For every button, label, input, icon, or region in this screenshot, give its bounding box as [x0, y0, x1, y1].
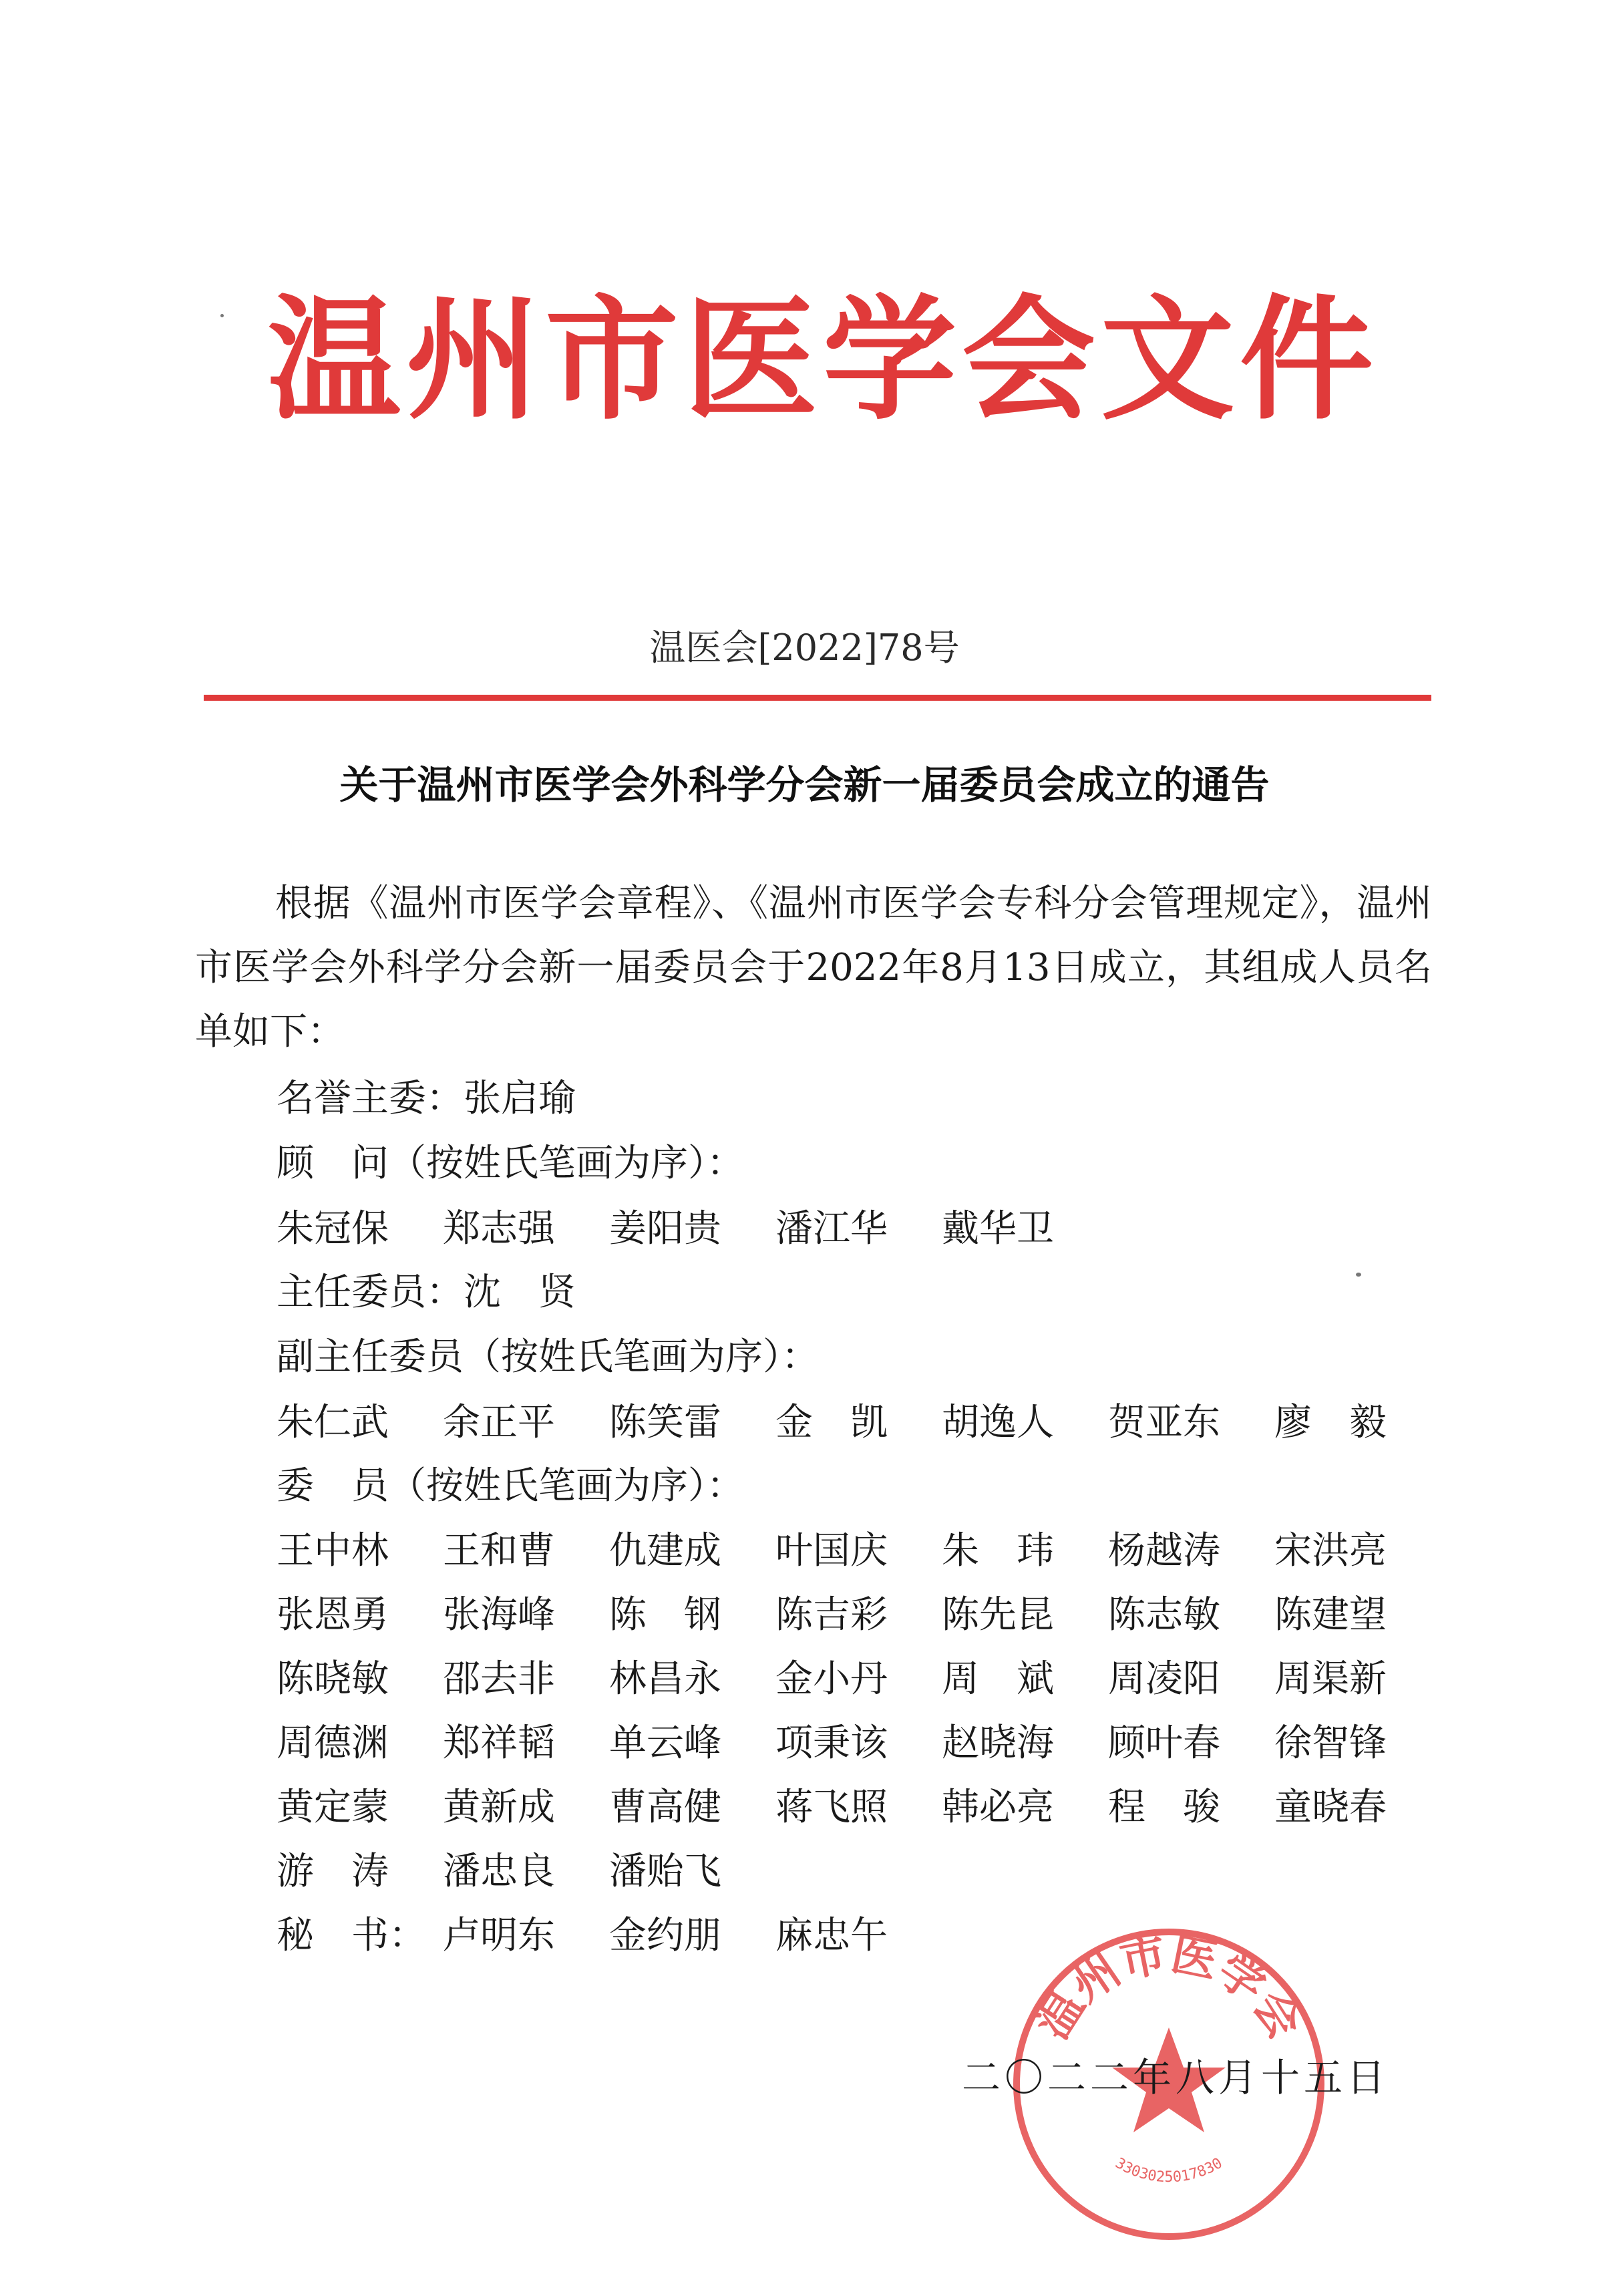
member-name: 陈 钢 — [609, 1593, 721, 1637]
member-name: 陈先昆 — [942, 1593, 1054, 1637]
secretary-name: 金约朋 — [609, 1914, 721, 1957]
member-name: 黄定蒙 — [277, 1786, 389, 1829]
member-name: 周凌阳 — [1108, 1657, 1220, 1701]
member-name: 周渠新 — [1274, 1657, 1387, 1701]
scan-speck — [1356, 1273, 1361, 1277]
member-name: 王中林 — [277, 1529, 389, 1573]
advisor-name: 朱冠保 — [277, 1207, 389, 1251]
vice-chair-name: 廖 毅 — [1274, 1401, 1387, 1444]
member-name: 赵晓海 — [942, 1721, 1054, 1765]
chair-line: 主任委员：沈 贤 — [277, 1271, 576, 1314]
member-name: 陈晓敏 — [277, 1657, 389, 1701]
member-name: 宋洪亮 — [1274, 1529, 1387, 1573]
member-name: 陈志敏 — [1108, 1593, 1220, 1637]
member-name: 黄新成 — [443, 1786, 555, 1829]
vice-chairs-heading: 副主任委员（按姓氏笔画为序）： — [277, 1335, 819, 1379]
secretary-name: 麻忠午 — [775, 1914, 888, 1957]
member-name: 项秉该 — [775, 1721, 888, 1765]
advisor-name: 郑志强 — [443, 1207, 555, 1251]
member-name: 周 斌 — [942, 1657, 1054, 1701]
member-name: 林昌永 — [609, 1657, 721, 1701]
member-name: 曹高健 — [609, 1786, 721, 1829]
member-name: 周德渊 — [277, 1721, 389, 1765]
vice-chair-name: 金 凯 — [775, 1401, 888, 1444]
member-name: 陈建望 — [1274, 1593, 1387, 1637]
member-name: 王和曹 — [443, 1529, 555, 1573]
secretary-name: 卢明东 — [443, 1914, 555, 1957]
advisor-name: 姜阳贵 — [609, 1207, 721, 1251]
member-name: 金小丹 — [775, 1657, 888, 1701]
scan-speck — [220, 314, 224, 317]
member-name: 张海峰 — [443, 1593, 555, 1637]
advisor-name: 潘江华 — [775, 1207, 888, 1251]
member-name: 张恩勇 — [277, 1593, 389, 1637]
vice-chair-name: 贺亚东 — [1108, 1401, 1220, 1444]
masthead-title: 温州市医学会文件 — [267, 283, 1379, 438]
issue-date: 二〇二二年八月十五日 — [962, 2055, 1390, 2100]
member-name: 徐智锋 — [1274, 1721, 1387, 1765]
honorary-chair-line: 名誉主委：张启瑜 — [277, 1077, 576, 1120]
member-name: 邵去非 — [443, 1657, 555, 1701]
vice-chair-name: 朱仁武 — [277, 1401, 389, 1444]
vice-chair-name: 胡逸人 — [942, 1401, 1054, 1444]
member-name: 韩必亮 — [942, 1786, 1054, 1829]
seal-top-text: 温州市医学会 — [1026, 1927, 1312, 2049]
vice-chair-name: 余正平 — [443, 1401, 555, 1444]
member-name: 游 涛 — [277, 1850, 389, 1893]
member-name: 顾叶春 — [1108, 1721, 1220, 1765]
document-number: 温医会[2022]78号 — [649, 627, 960, 669]
intro-paragraph: 根据《温州市医学会章程》、《温州市医学会专科分会管理规定》，温州市医学会外科学分会新一届委员会于2022年8月13日成立，其组成人员名单如下： — [195, 882, 1432, 1053]
red-divider — [204, 695, 1431, 701]
member-name: 陈吉彩 — [775, 1593, 888, 1637]
member-name: 郑祥韬 — [443, 1721, 555, 1765]
member-name: 杨越涛 — [1108, 1529, 1220, 1573]
member-name: 叶国庆 — [775, 1529, 888, 1573]
member-name: 蒋飞照 — [775, 1786, 888, 1829]
member-name: 朱 玮 — [942, 1529, 1054, 1573]
member-name: 童晓春 — [1274, 1786, 1387, 1829]
advisor-name: 戴华卫 — [942, 1207, 1054, 1251]
member-name: 潘忠良 — [443, 1850, 555, 1893]
member-name: 单云峰 — [609, 1721, 721, 1765]
notice-title: 关于温州市医学会外科学分会新一届委员会成立的通告 — [339, 762, 1270, 808]
advisors-heading: 顾 问（按姓氏笔画为序）： — [277, 1142, 744, 1185]
secretaries-label: 秘 书： — [277, 1914, 426, 1957]
seal-code: 3303025017830 — [1112, 2154, 1226, 2186]
member-name: 潘贻飞 — [609, 1850, 721, 1893]
member-name: 仇建成 — [609, 1529, 721, 1573]
member-name: 程 骏 — [1108, 1786, 1220, 1829]
vice-chair-name: 陈笑雷 — [609, 1401, 721, 1444]
members-heading: 委 员（按姓氏笔画为序）： — [277, 1464, 744, 1508]
